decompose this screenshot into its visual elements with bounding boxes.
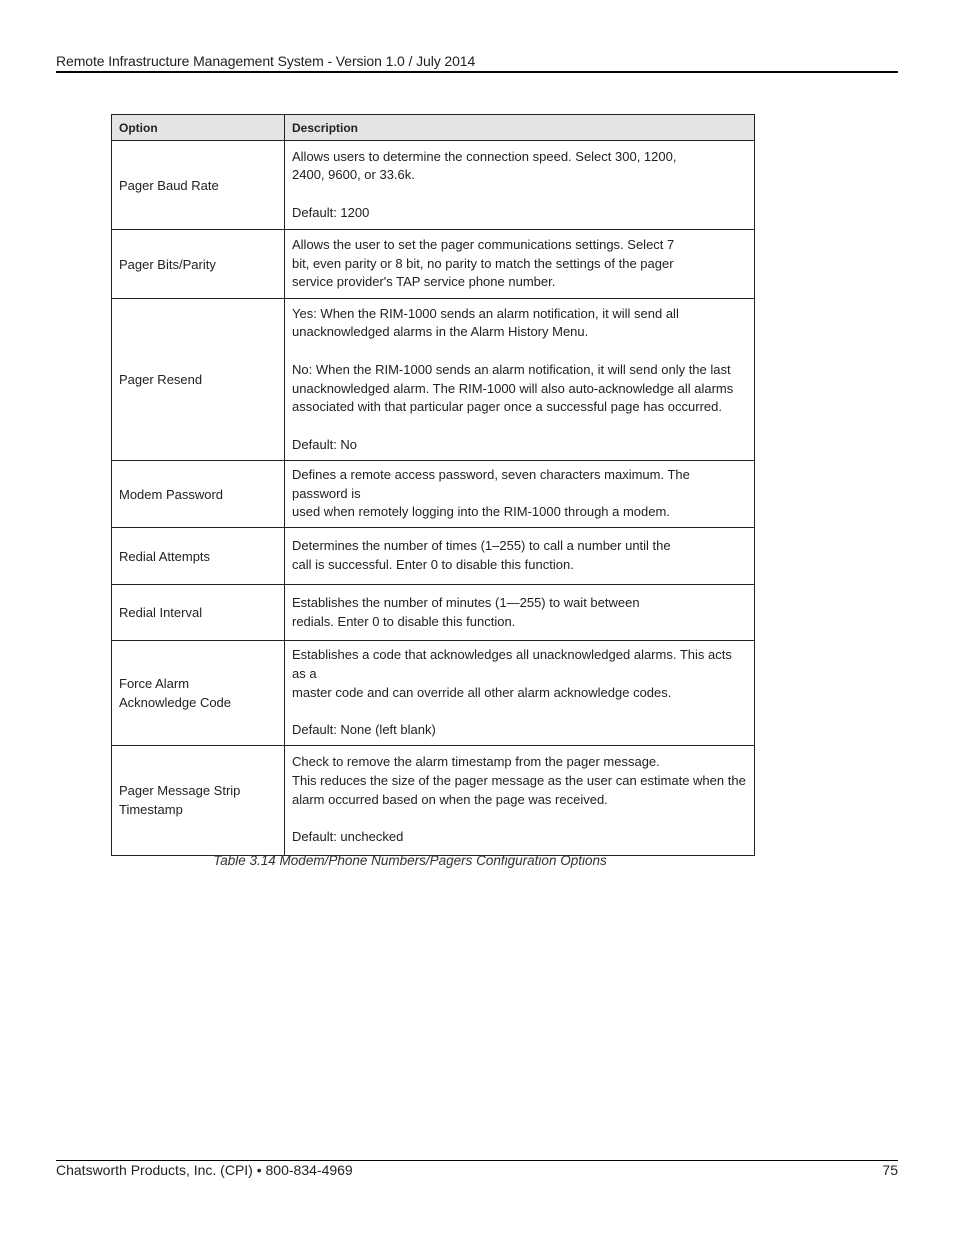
description-default: Default: None (left blank) xyxy=(292,721,436,737)
option-cell xyxy=(112,299,285,461)
option-cell xyxy=(112,461,285,528)
description-cell xyxy=(285,585,755,641)
table-row xyxy=(112,585,755,641)
description-cell xyxy=(285,299,755,461)
option-name: Redial Interval xyxy=(119,605,203,621)
description-default: Default: unchecked xyxy=(292,829,404,845)
option-cell xyxy=(112,230,285,299)
description-default: Default: No xyxy=(292,436,358,452)
description-paragraph: Defines a remote access password, seven characters maximum. The password is used when remotely logging into the RIM-1000 through a modem. xyxy=(292,467,690,520)
option-cell xyxy=(112,528,285,585)
option-name: Redial Attempts xyxy=(119,548,211,564)
column-header-description: Description xyxy=(285,115,755,141)
page-number: 75 xyxy=(882,1162,898,1178)
description-paragraph: Establishes the number of minutes (1—255) to wait between redials. Enter 0 to disable this function. xyxy=(292,594,640,629)
option-cell xyxy=(112,745,285,855)
description-cell xyxy=(285,528,755,585)
header-divider xyxy=(56,71,898,73)
table-row xyxy=(112,745,755,855)
description-cell xyxy=(285,461,755,528)
option-name: Pager Bits/Parity xyxy=(119,256,216,272)
option-cell xyxy=(112,141,285,230)
table-row xyxy=(112,230,755,299)
table-row xyxy=(112,528,755,585)
configuration-options-table xyxy=(111,114,755,856)
table-row xyxy=(112,461,755,528)
description-paragraph: Allows the user to set the pager communications settings. Select 7 bit, even parity or 8 bit, no parity to match the settings of the pager service provider's TAP service phone number. xyxy=(292,236,675,290)
description-cell xyxy=(285,641,755,746)
description-cell xyxy=(285,745,755,855)
option-name: Modem Password xyxy=(119,486,224,502)
table-row xyxy=(112,641,755,746)
table-caption: Table 3.14 Modem/Phone Numbers/Pagers Configuration Options xyxy=(213,853,607,868)
footer-divider xyxy=(56,1160,898,1161)
description-cell xyxy=(285,141,755,230)
description-paragraph: No: When the RIM-1000 sends an alarm notification, it will send only the last unacknowledged alarm. The RIM-1000 will also auto-acknowledge all alarms associated with that particular pager once a successful page has occurred. xyxy=(292,361,734,415)
description-paragraph: Determines the number of times (1–255) to call a number until the call is successful. Enter 0 to disable this function. xyxy=(292,538,671,573)
description-paragraph: Yes: When the RIM-1000 sends an alarm notification, it will send all unacknowledged alarms in the Alarm History Menu. xyxy=(292,305,679,340)
option-name: Pager Message Strip Timestamp xyxy=(119,783,241,818)
footer-company-contact: Chatsworth Products, Inc. (CPI) • 800-834-4969 xyxy=(56,1162,353,1178)
description-paragraph: Check to remove the alarm timestamp from the pager message. This reduces the size of the pager message as the user can estimate when the alarm occurred based on when the page was received. xyxy=(292,754,746,807)
description-paragraph: Allows users to determine the connection speed. Select 300, 1200, 2400, 9600, or 33.6k. xyxy=(292,148,677,183)
option-cell xyxy=(112,585,285,641)
table-row xyxy=(112,299,755,461)
table-header-row xyxy=(112,115,755,141)
option-name: Force Alarm Acknowledge Code xyxy=(119,675,232,710)
option-cell xyxy=(112,641,285,746)
column-header-option: Option xyxy=(112,115,285,141)
option-name: Pager Resend xyxy=(119,372,203,387)
description-cell xyxy=(285,230,755,299)
description-default: Default: 1200 xyxy=(292,204,370,220)
page-header-title: Remote Infrastructure Management System - Version 1.0 / July 2014 xyxy=(56,53,476,69)
table-row xyxy=(112,141,755,230)
description-paragraph: Establishes a code that acknowledges all unacknowledged alarms. This acts as a master code and can override all other alarm acknowledge codes. xyxy=(292,647,732,700)
option-name: Pager Baud Rate xyxy=(119,177,219,193)
